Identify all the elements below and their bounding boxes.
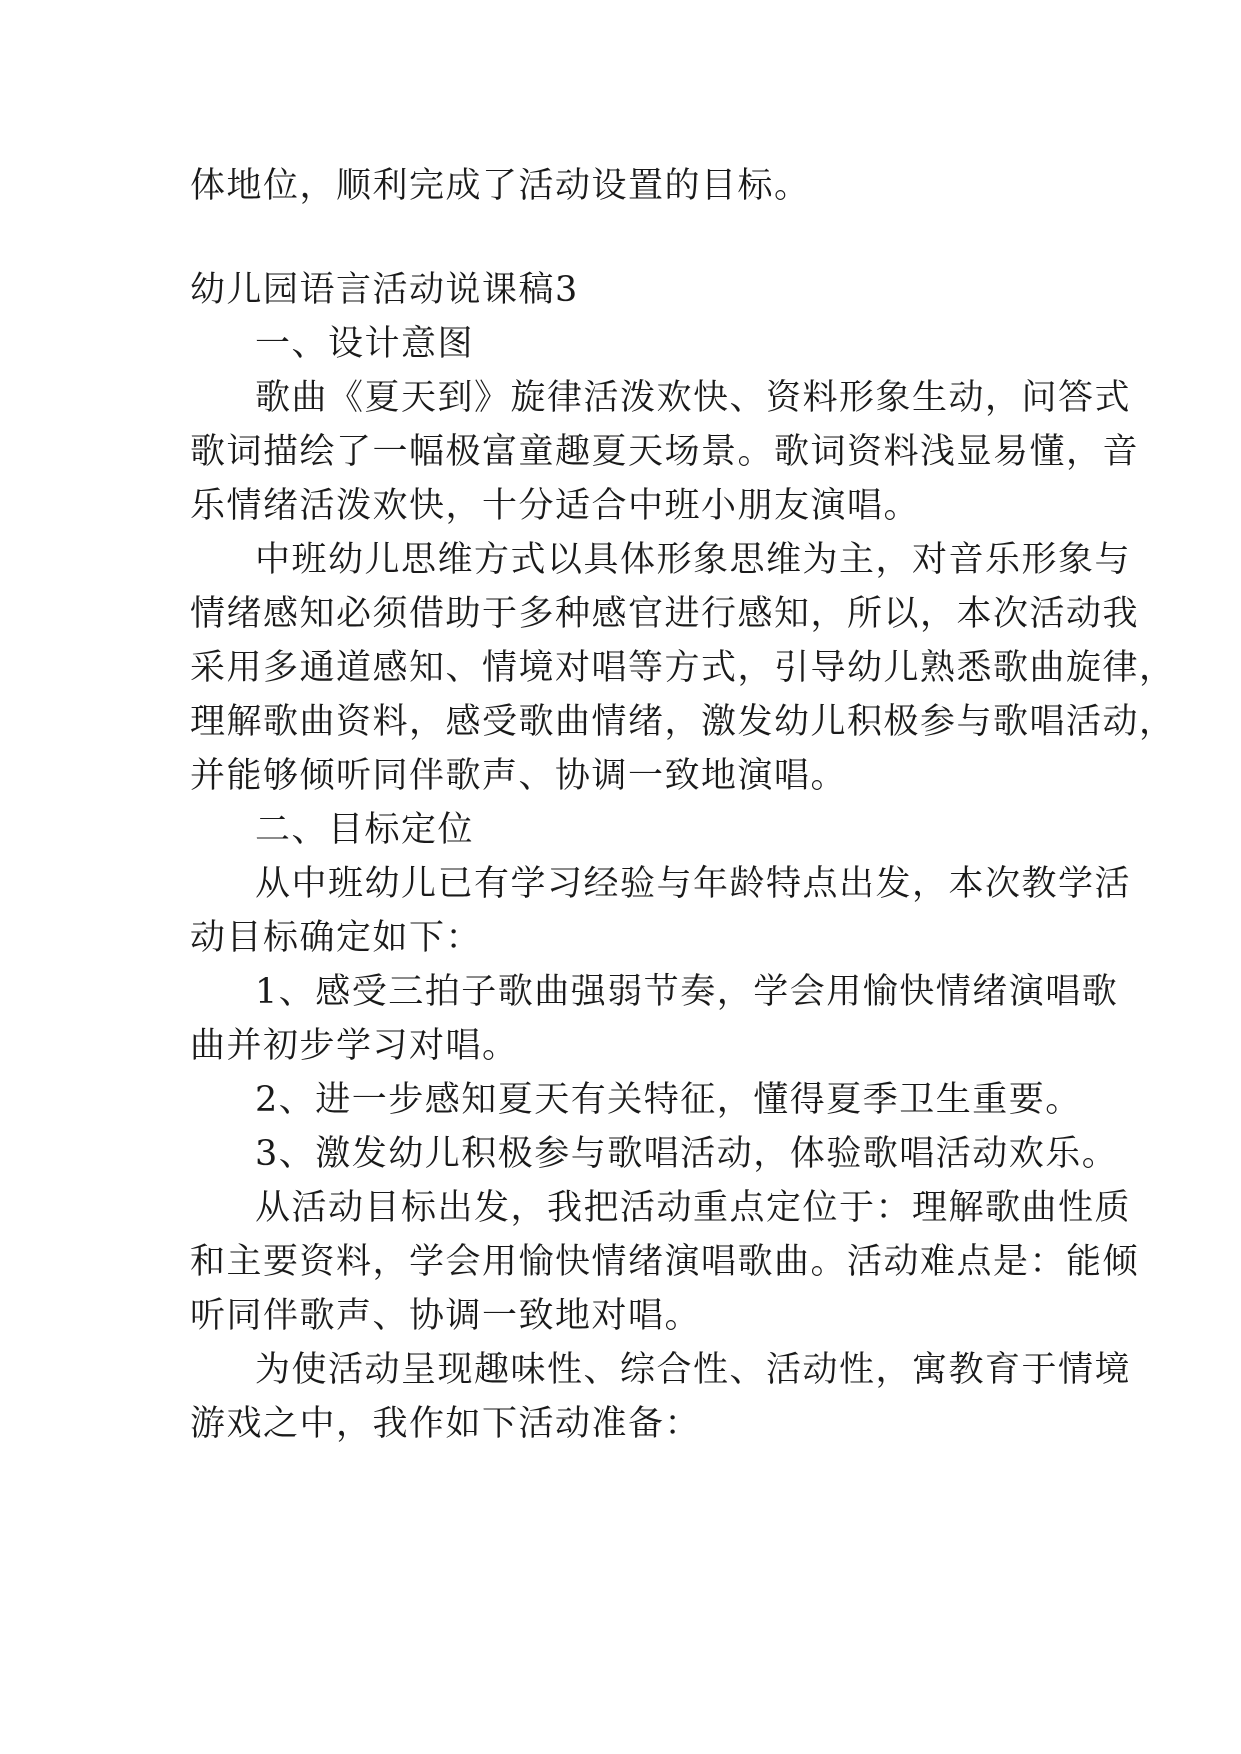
paragraph-line: 情绪感知必须借助于多种感官进行感知，所以，本次活动我 [190,594,1140,634]
list-item: 1、感受三拍子歌曲强弱节奏，学会用愉快情绪演唱歌 [255,972,1119,1012]
paragraph-line: 体地位，顺利完成了活动设置的目标。 [190,166,811,206]
list-item: 3、激发幼儿积极参与歌唱活动，体验歌唱活动欢乐。 [255,1134,1119,1174]
heading-goal-positioning: 二、目标定位 [255,810,475,850]
list-item: 2、进一步感知夏天有关特征，懂得夏季卫生重要。 [255,1080,1082,1120]
paragraph-line: 乐情绪活泼欢快，十分适合中班小朋友演唱。 [190,486,921,526]
paragraph-line: 并能够倾听同伴歌声、协调一致地演唱。 [190,756,848,796]
paragraph-line: 采用多通道感知、情境对唱等方式，引导幼儿熟悉歌曲旋律， [190,648,1176,688]
paragraph-line: 歌词描绘了一幅极富童趣夏天场景。歌词资料浅显易懂，音 [190,432,1140,472]
paragraph-line: 中班幼儿思维方式以具体形象思维为主，对音乐形象与 [255,540,1132,580]
paragraph-line: 和主要资料，学会用愉快情绪演唱歌曲。活动难点是：能倾 [190,1242,1140,1282]
paragraph-line: 理解歌曲资料，感受歌曲情绪，激发幼儿积极参与歌唱活动， [190,702,1176,742]
paragraph-line: 从活动目标出发，我把活动重点定位于：理解歌曲性质 [255,1188,1132,1228]
paragraph-line: 听同伴歌声、协调一致地对唱。 [190,1296,702,1336]
paragraph-line: 游戏之中，我作如下活动准备： [190,1404,702,1444]
paragraph-line: 为使活动呈现趣味性、综合性、活动性，寓教育于情境 [255,1350,1132,1390]
heading-design-intent: 一、设计意图 [255,324,475,364]
paragraph-line: 歌曲《夏天到》旋律活泼欢快、资料形象生动，问答式 [255,378,1132,418]
section-title: 幼儿园语言活动说课稿3 [190,270,579,310]
paragraph-line: 动目标确定如下： [190,918,483,958]
paragraph-line: 曲并初步学习对唱。 [190,1026,519,1066]
paragraph-line: 从中班幼儿已有学习经验与年龄特点出发，本次教学活 [255,864,1132,904]
